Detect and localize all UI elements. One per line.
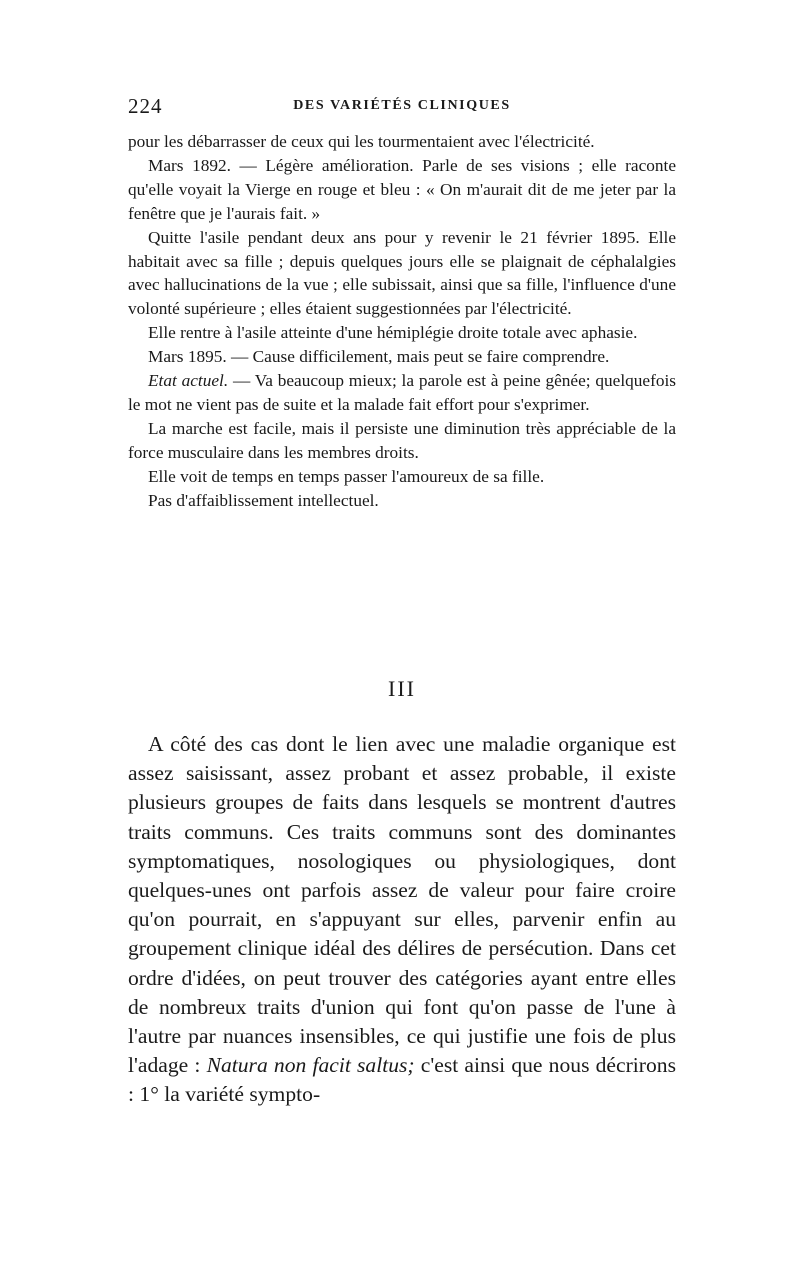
paragraph: Mars 1892. — Légère amélioration. Parle de ses visions ; elle raconte qu'elle voyait la Vierge en rouge et bleu : « On m'aurait dit de me jeter par la fenêtre que je l'aurais fait. » (128, 155, 676, 223)
paragraph-text: — Va beaucoup mieux; la parole est à peine gênée; quelquefois le mot ne vient pas de suite et la malade fait effort pour s'exprimer. (128, 371, 676, 414)
paragraph: Pas d'affaiblissement intellectuel. (148, 490, 379, 510)
italic-lead: Etat actuel. (148, 371, 229, 391)
case-notes (128, 130, 676, 513)
paragraph: Quitte l'asile pendant deux ans pour y revenir le 21 février 1895. Elle habitait avec sa fille ; depuis quelques jours elle se plaignait de céphalalgies avec hallucinations de la vue ; elle subissait, ainsi que sa fille, l'influence d'une volonté supérieure ; elles étaient suggestionnées par l'électricité. (128, 227, 676, 319)
paragraph: Elle voit de temps en temps passer l'amoureux de sa fille. (148, 466, 545, 486)
paragraph-text: A côté des cas dont le lien avec une maladie organique est assez saisissant, assez probant et assez probable, il existe plusieurs groupes de faits dans lesquels se montrent d'autres traits communs. Ces traits communs sont des dominantes symptomatiques, nosologiques ou physiologiques, dont quelques-unes ont parfois assez de valeur pour faire croire qu'on pourrait, en s'appuyant sur elles, parvenir enfin au groupement clinique idéal des délires de persécution. Dans cet ordre d'idées, on peut trouver des catégories ayant entre elles de nombreux traits d'union qui font qu'on passe de l'une à l'autre par nuances insensibles, ce qui justifie une fois de plus l'adage : (128, 732, 676, 1078)
paragraph (128, 730, 676, 1110)
paragraph (128, 369, 676, 417)
paragraph-text: c'est ainsi que nous décrirons : 1° la variété sympto- (128, 1053, 676, 1107)
running-title: DES VARIÉTÉS CLINIQUES (293, 98, 511, 113)
latin-quote: Natura non facit saltus; (206, 1053, 415, 1078)
paragraph: pour les débarrasser de ceux qui les tourmentaient avec l'électricité. (128, 132, 595, 151)
page-number: 224 (128, 94, 163, 118)
page-header (128, 94, 676, 124)
paragraph: Elle rentre à l'asile atteinte d'une hémiplégie droite totale avec aphasie. (148, 323, 638, 343)
body-text (128, 730, 676, 1110)
paragraph: Mars 1895. — Cause difficilement, mais peut se faire comprendre. (148, 347, 610, 367)
paragraph: La marche est facile, mais il persiste une diminution très appréciable de la force musculaire dans les membres droits. (128, 418, 676, 462)
section-heading: III (388, 676, 416, 701)
